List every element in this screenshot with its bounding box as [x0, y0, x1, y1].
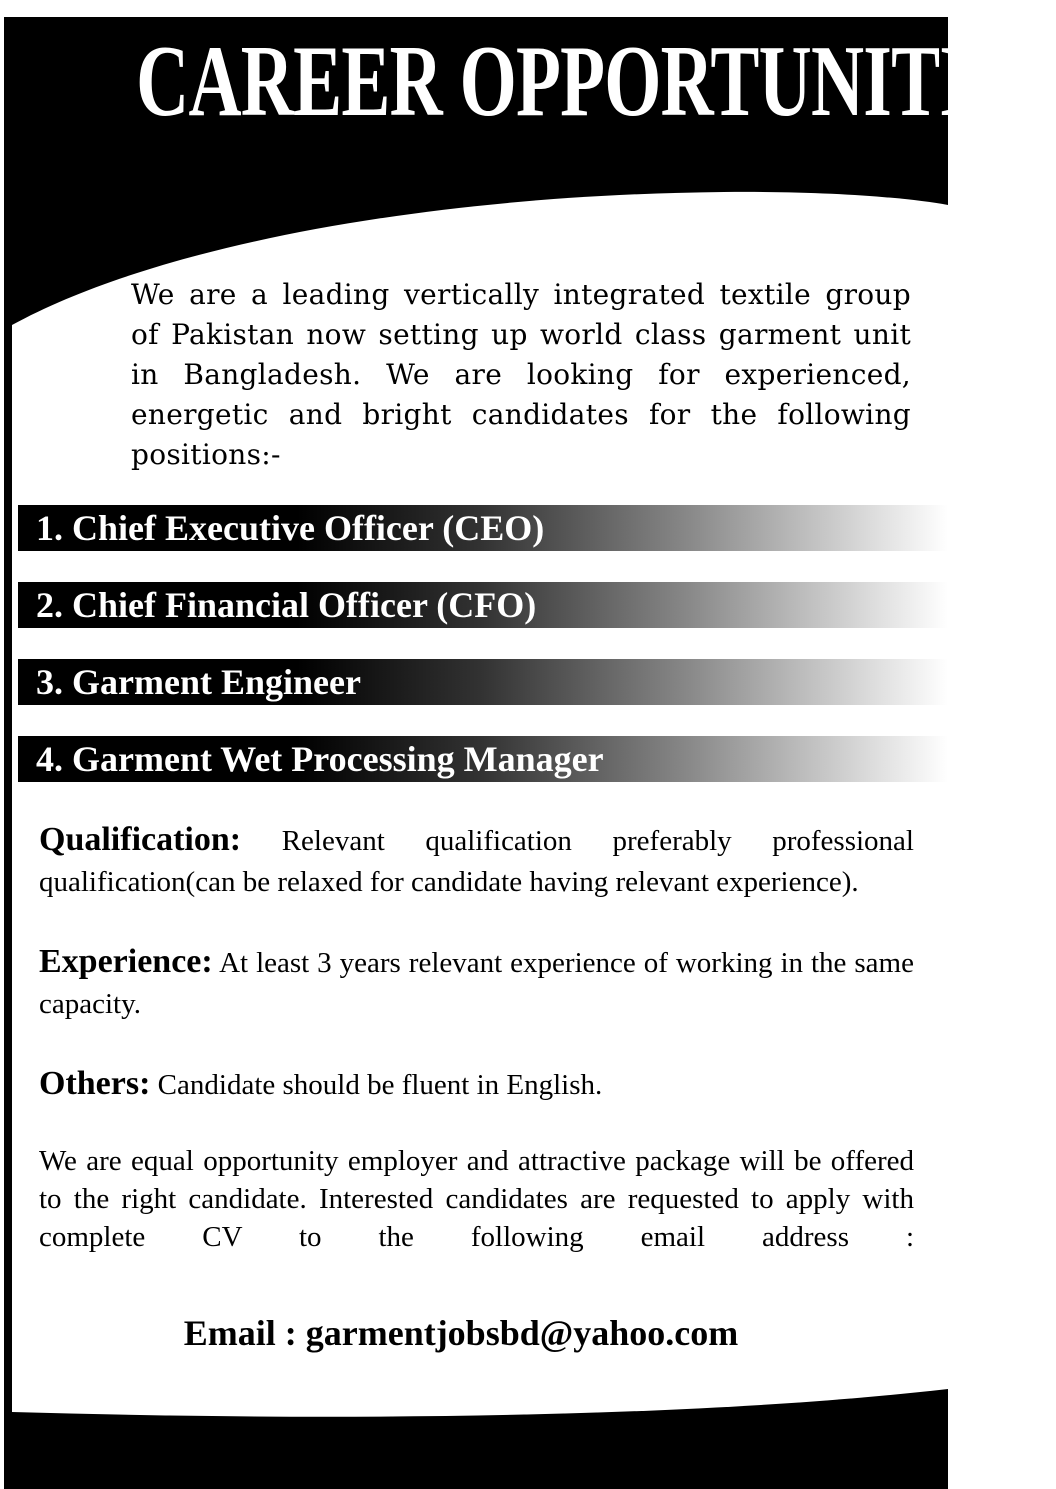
experience-block	[39, 941, 914, 1025]
qualification-label: Qualification:	[39, 821, 242, 858]
headline: CAREER OPPORTUNITIES	[136, 25, 1056, 138]
contact-email: Email : garmentjobsbd@yahoo.com	[183, 1313, 739, 1353]
others-label: Others:	[39, 1065, 151, 1102]
others-block	[39, 1063, 914, 1106]
others-text: Candidate should be fluent in English.	[157, 1069, 603, 1101]
experience-text: At least 3 years relevant experience of working in the same capacity.	[39, 947, 914, 1020]
position-cfo: 2. Chief Financial Officer (CFO)	[18, 582, 948, 628]
requirements	[39, 819, 914, 1144]
position-garment-engineer: 3. Garment Engineer	[18, 659, 948, 705]
intro-paragraph: We are a leading vertically integrated textile group of Pakistan now setting up world class garment unit in Bangladesh. We are looking for experienced, energetic and bright candidates for the following positions:-	[131, 278, 911, 471]
experience-label: Experience:	[39, 943, 213, 980]
positions-list	[18, 505, 948, 813]
position-wet-processing-manager: 4. Garment Wet Processing Manager	[18, 736, 948, 782]
qualification-text: Relevant qualification preferably professional qualification(can be relaxed for candidate having relevant experience).	[39, 825, 914, 898]
position-ceo: 1. Chief Executive Officer (CEO)	[18, 505, 948, 551]
qualification-block	[39, 819, 914, 903]
career-ad	[4, 17, 1056, 1489]
closing-paragraph: We are equal opportunity employer and attractive package will be offered to the right candidate. Interested candidates are requested to apply with complete CV to the following email address :	[39, 1145, 914, 1253]
